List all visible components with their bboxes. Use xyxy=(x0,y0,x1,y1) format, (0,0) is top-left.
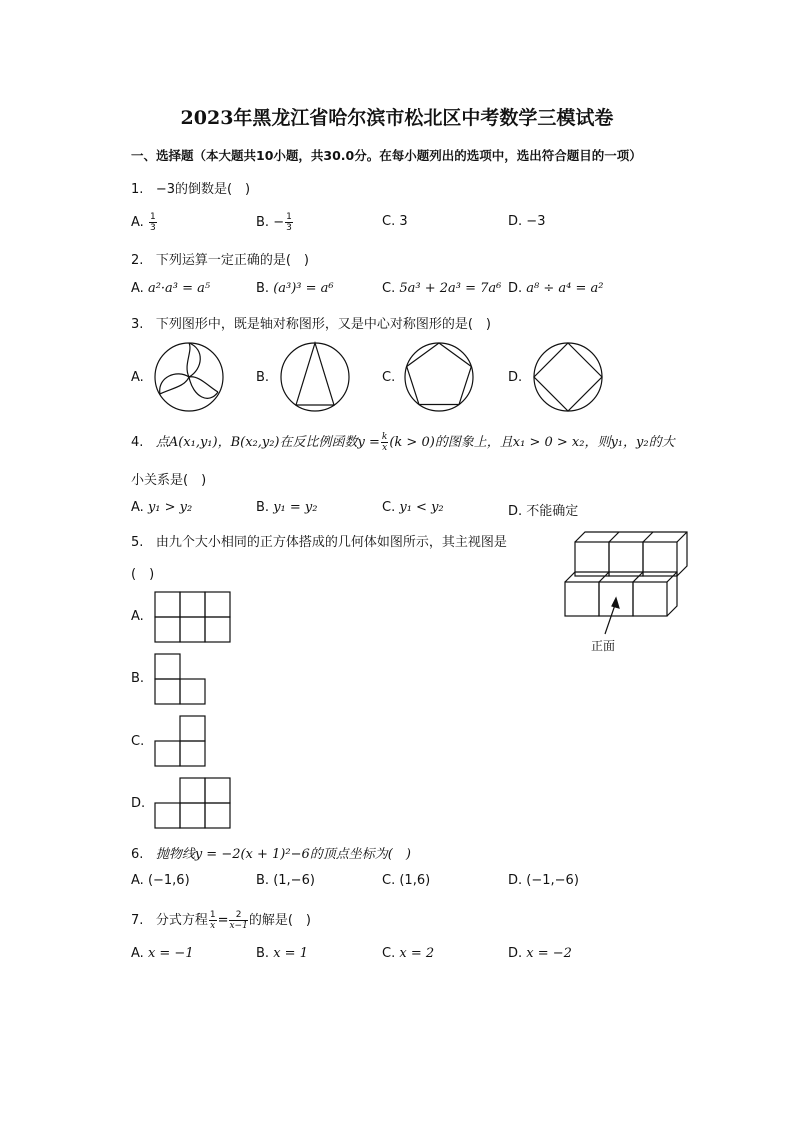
option-2d xyxy=(508,281,604,296)
option-label: A. xyxy=(131,215,144,230)
option-label: B. xyxy=(131,671,145,686)
option-label: C. xyxy=(382,214,396,229)
question-number: 1. xyxy=(131,182,144,197)
option-label: D. xyxy=(508,214,523,229)
option-7c: C. x = 2 xyxy=(382,946,435,961)
step-shape-icon xyxy=(154,777,232,829)
option-label: D. xyxy=(131,796,146,811)
option-6b: B. (1,−6) xyxy=(256,873,315,888)
figure-label: 正面 xyxy=(591,639,616,653)
square-in-circle-icon xyxy=(532,341,604,413)
option-6c: C. (1,6) xyxy=(382,873,431,888)
option-4a: A. y₁ > y₂ xyxy=(131,500,193,515)
option-label: B. xyxy=(256,215,270,230)
option-2c xyxy=(382,281,501,296)
option-label: B. xyxy=(256,370,270,385)
l-shape-right-icon xyxy=(154,715,208,767)
question-5 xyxy=(131,531,507,550)
option-label: C. xyxy=(131,734,145,749)
option-1d xyxy=(508,214,545,229)
option-text: −3 xyxy=(526,214,546,229)
option-label: C. xyxy=(382,281,396,296)
option-6d: D. (−1,−6) xyxy=(508,873,579,888)
section-heading: 一、选择题（本大题共10小题，共30.0分。在每小题列出的选项中，选出符合题目的一项） xyxy=(131,148,642,163)
grid-2x3-icon xyxy=(154,591,232,643)
page-title: 2023年黑龙江省哈尔滨市松北区中考数学三模试卷 xyxy=(180,107,614,129)
fraction: $\frac{k}{x}$ xyxy=(381,432,388,453)
question-number: 2. xyxy=(131,253,144,268)
option-4c: C. y₁ < y₂ xyxy=(382,500,444,515)
fraction: $\frac{1}{3}$ xyxy=(149,212,156,233)
l-shape-left-icon xyxy=(154,653,208,705)
option-2b xyxy=(256,281,334,296)
fraction: $\frac{1}{x}$ xyxy=(209,910,216,931)
question-stem: 抛物线y = −2(x + 1)²−6的顶点坐标为( ) xyxy=(155,847,411,862)
question-4-line2: 小关系是( ) xyxy=(131,473,207,488)
option-label: D. xyxy=(508,281,523,296)
triple-swirl-circle-icon xyxy=(153,341,225,413)
option-text: a⁸ ÷ a⁴ = a² xyxy=(526,281,604,296)
question-5-line2: ( ) xyxy=(131,567,155,582)
question-stem: 下列运算一定正确的是( ) xyxy=(155,253,309,268)
question-number: 3. xyxy=(131,317,144,332)
option-7d: D. x = −2 xyxy=(508,946,572,961)
question-number: 4. xyxy=(131,435,144,450)
option-7b: B. x = 1 xyxy=(256,946,308,961)
question-1 xyxy=(131,178,250,197)
fraction: $\frac{1}{3}$ xyxy=(286,212,292,233)
question-stem: −3的倒数是( ) xyxy=(155,182,251,197)
pentagon-in-circle-icon xyxy=(403,341,475,413)
option-label: D. xyxy=(508,370,523,385)
option-text: 5a³ + 2a³ = 7a⁶ xyxy=(399,281,502,296)
option-6a: A. (−1,6) xyxy=(131,873,190,888)
question-number: 7. xyxy=(131,913,144,928)
option-text: 3 xyxy=(399,214,408,229)
option-4b: B. y₁ = y₂ xyxy=(256,500,318,515)
option-2a xyxy=(131,281,210,296)
option-label: B. xyxy=(256,281,270,296)
option-1a xyxy=(131,212,158,233)
question-stem: 由九个大小相同的正方体搭成的几何体如图所示，其主视图是 xyxy=(155,535,507,550)
question-7: 7. 分式方程 $\frac{1}{x}$ = $\frac{2}{x-1}$ 的解是( ) xyxy=(131,910,311,931)
question-number: 5. xyxy=(131,535,144,550)
option-1b: B. − $\frac{1}{3}$ xyxy=(256,212,292,233)
option-4d: D. 不能确定 xyxy=(508,504,579,519)
option-label: A. xyxy=(131,370,144,385)
triangle-in-circle-icon xyxy=(279,341,351,413)
question-3 xyxy=(131,313,491,332)
option-label: A. xyxy=(131,281,144,296)
fraction: $\frac{2}{x-1}$ xyxy=(229,910,248,931)
question-6 xyxy=(131,843,411,862)
option-7a: A. x = −1 xyxy=(131,946,194,961)
question-4: 4. 点A(x₁,y₁)，B(x₂,y₂)在反比例函数y = $\frac{k}{x}$ (k > 0)的图象上，且x₁ > 0 > x₂，则y₁，y₂的大 xyxy=(131,432,675,453)
option-text: a²·a³ = a⁵ xyxy=(147,281,211,296)
question-stem: 下列图形中，既是轴对称图形，又是中心对称图形的是( ) xyxy=(155,317,491,332)
cube-stack-figure xyxy=(563,530,693,630)
question-2 xyxy=(131,249,309,268)
question-number: 6. xyxy=(131,847,144,862)
option-1c xyxy=(382,214,408,229)
option-text: (a³)³ = a⁶ xyxy=(273,281,334,296)
option-label: A. xyxy=(131,609,144,624)
option-label: C. xyxy=(382,370,396,385)
